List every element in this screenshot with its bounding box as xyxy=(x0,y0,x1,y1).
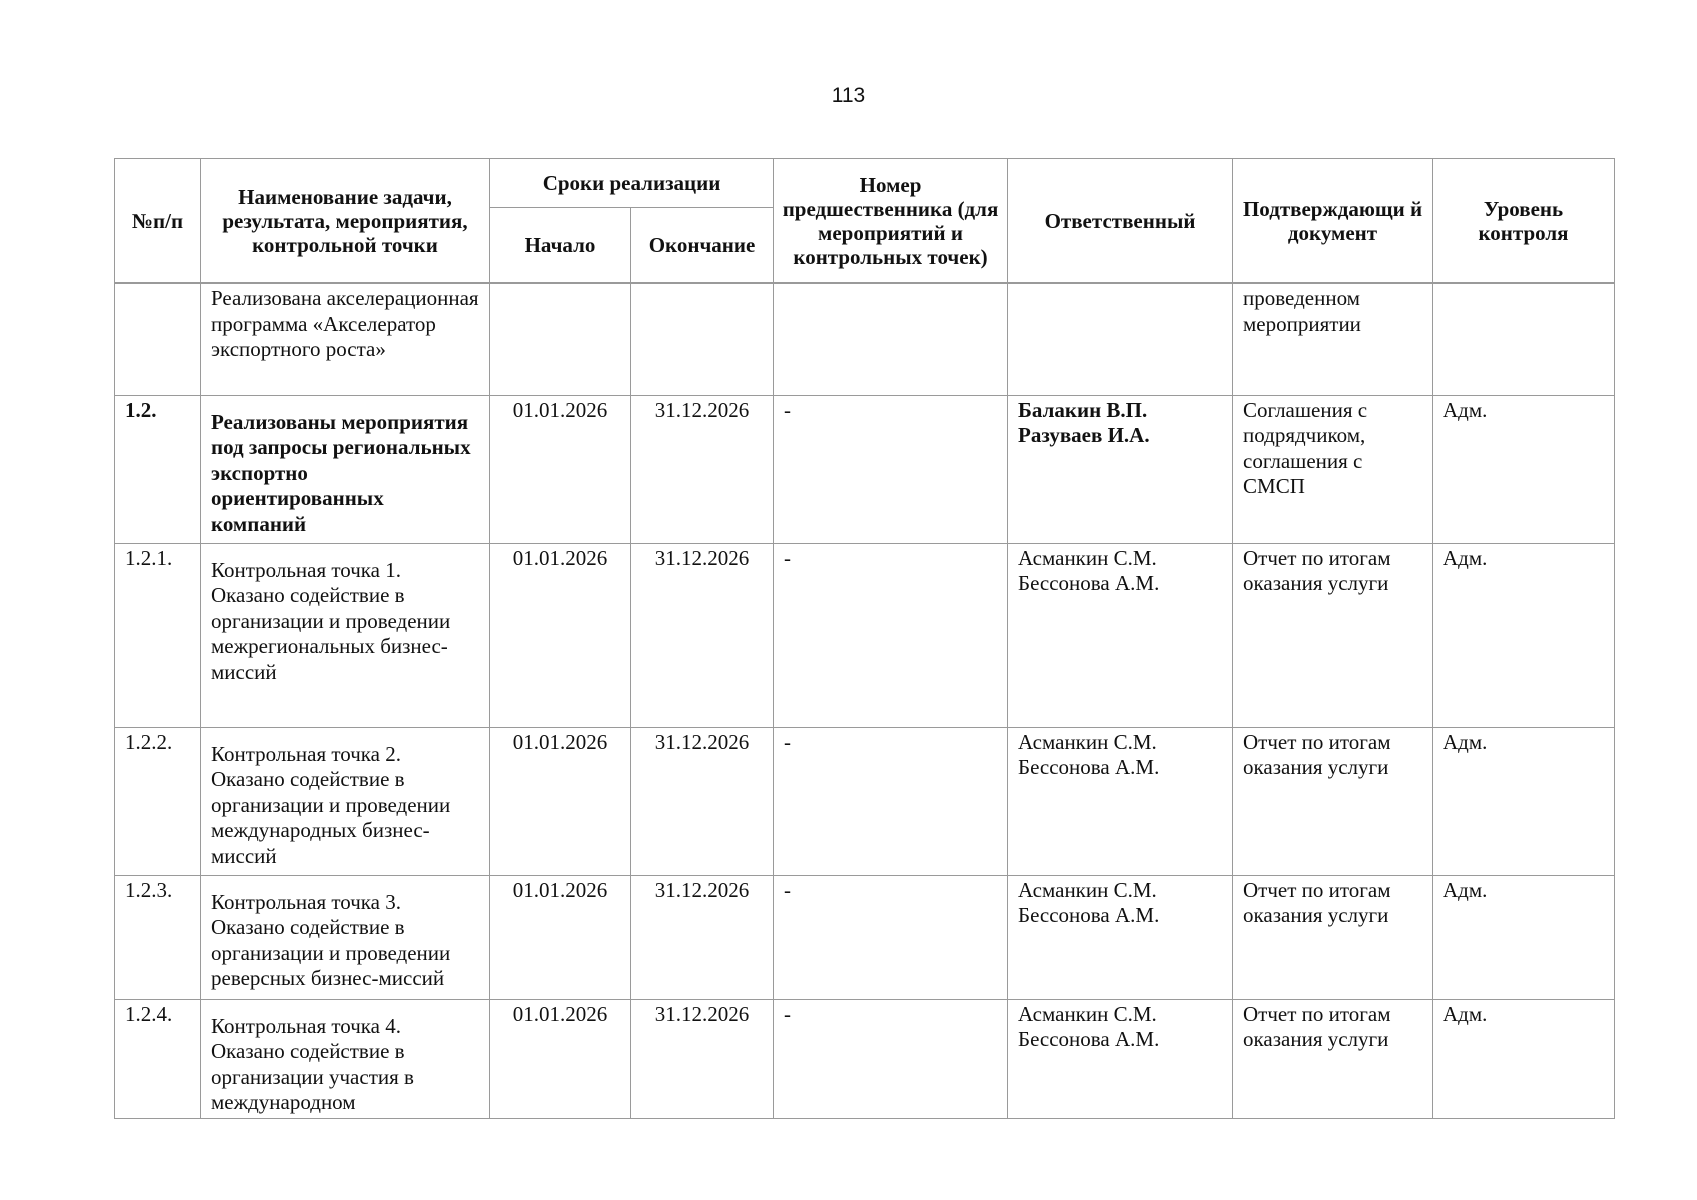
cell-name: Реализованы мероприятия под запросы региональных экспортно ориентированных компаний xyxy=(201,395,490,543)
header-document: Подтверждающи й документ xyxy=(1233,159,1433,284)
cell-end: 31.12.2026 xyxy=(631,727,774,875)
cell-predecessor: - xyxy=(774,999,1008,1118)
cell-control: Адм. xyxy=(1433,999,1615,1118)
cell-num: 1.2.3. xyxy=(115,875,201,999)
cell-end: 31.12.2026 xyxy=(631,395,774,543)
cell-num: 1.2.4. xyxy=(115,999,201,1118)
table-row xyxy=(115,999,1615,1118)
cell-document: Отчет по итогам оказания услуги xyxy=(1233,727,1433,875)
cell-predecessor: - xyxy=(774,395,1008,543)
cell-responsible: Асманкин С.М. Бессонова А.М. xyxy=(1008,727,1233,875)
cell-predecessor: - xyxy=(774,727,1008,875)
cell-responsible: Балакин В.П. Разуваев И.А. xyxy=(1008,395,1233,543)
cell-control: Адм. xyxy=(1433,727,1615,875)
cell-name: Контрольная точка 3. Оказано содействие в организации и проведении реверсных бизнес-миссий xyxy=(201,875,490,999)
table-row xyxy=(115,727,1615,875)
cell-responsible xyxy=(1008,283,1233,395)
cell-num: 1.2.2. xyxy=(115,727,201,875)
table-row xyxy=(115,875,1615,999)
table-row xyxy=(115,283,1615,395)
cell-control: Адм. xyxy=(1433,875,1615,999)
cell-document: Отчет по итогам оказания услуги xyxy=(1233,999,1433,1118)
cell-num: 1.2. xyxy=(115,395,201,543)
cell-responsible: Асманкин С.М. Бессонова А.М. xyxy=(1008,999,1233,1118)
cell-name: Контрольная точка 4. Оказано содействие в организации участия в международном xyxy=(201,999,490,1118)
table-row xyxy=(115,543,1615,727)
cell-num: 1.2.1. xyxy=(115,543,201,727)
cell-start: 01.01.2026 xyxy=(490,395,631,543)
cell-control: Адм. xyxy=(1433,543,1615,727)
cell-start: 01.01.2026 xyxy=(490,727,631,875)
cell-start: 01.01.2026 xyxy=(490,543,631,727)
header-terms: Сроки реализации xyxy=(490,159,774,208)
table-header xyxy=(115,159,1615,284)
cell-predecessor: - xyxy=(774,875,1008,999)
cell-num xyxy=(115,283,201,395)
header-end: Окончание xyxy=(631,208,774,284)
cell-end: 31.12.2026 xyxy=(631,543,774,727)
cell-name: Контрольная точка 1. Оказано содействие в организации и проведении межрегиональных бизнес-миссий xyxy=(201,543,490,727)
cell-end xyxy=(631,283,774,395)
cell-control xyxy=(1433,283,1615,395)
cell-document: проведенном мероприятии xyxy=(1233,283,1433,395)
cell-start xyxy=(490,283,631,395)
cell-predecessor: - xyxy=(774,543,1008,727)
header-predecessor: Номер предшественника (для мероприятий и контрольных точек) xyxy=(774,159,1008,284)
cell-document: Отчет по итогам оказания услуги xyxy=(1233,875,1433,999)
cell-start: 01.01.2026 xyxy=(490,875,631,999)
cell-start: 01.01.2026 xyxy=(490,999,631,1118)
header-start: Начало xyxy=(490,208,631,284)
cell-document: Отчет по итогам оказания услуги xyxy=(1233,543,1433,727)
cell-control: Адм. xyxy=(1433,395,1615,543)
header-name: Наименование задачи, результата, мероприятия, контрольной точки xyxy=(201,159,490,284)
cell-predecessor xyxy=(774,283,1008,395)
cell-responsible: Асманкин С.М. Бессонова А.М. xyxy=(1008,875,1233,999)
cell-end: 31.12.2026 xyxy=(631,875,774,999)
page-number: 113 xyxy=(831,84,866,107)
header-num: №п/п xyxy=(115,159,201,284)
cell-name: Реализована акселерационная программа «Акселератор экспортного роста» xyxy=(201,283,490,395)
table-row xyxy=(115,395,1615,543)
cell-document: Соглашения с подрядчиком, соглашения с СМСП xyxy=(1233,395,1433,543)
cell-name: Контрольная точка 2. Оказано содействие в организации и проведении международных бизнес-миссий xyxy=(201,727,490,875)
header-responsible: Ответственный xyxy=(1008,159,1233,284)
cell-responsible: Асманкин С.М. Бессонова А.М. xyxy=(1008,543,1233,727)
header-control: Уровень контроля xyxy=(1433,159,1615,284)
cell-end: 31.12.2026 xyxy=(631,999,774,1118)
plan-table xyxy=(114,158,1615,1119)
